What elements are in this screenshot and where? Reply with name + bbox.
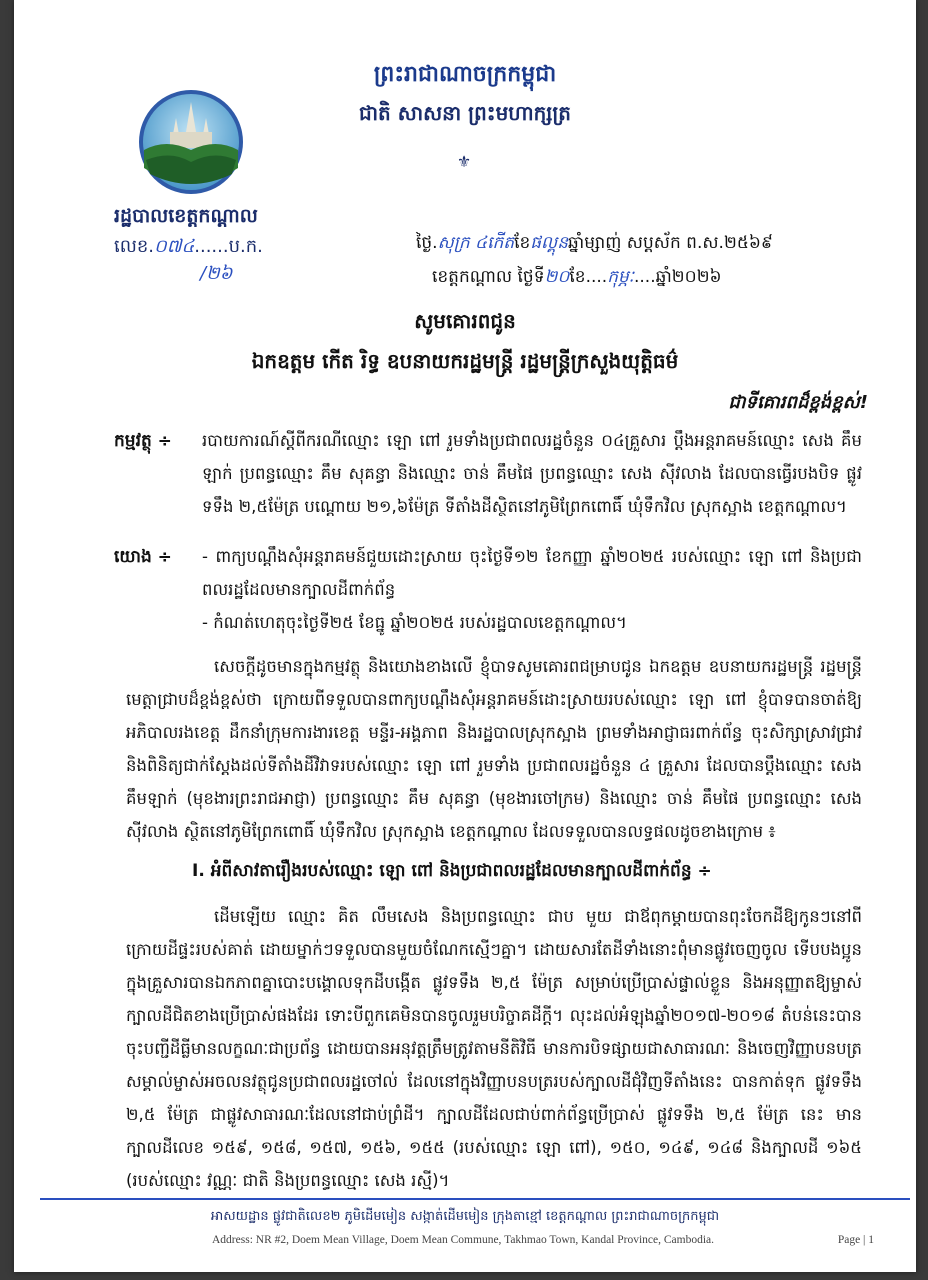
- reference-item-2: - កំណត់ហេតុចុះថ្ងៃទី២៥ ខែធ្នូ ឆ្នាំ២០២៥ របស់រដ្ឋបាលខេត្តកណ្តាល។: [202, 613, 627, 632]
- sender-office: រដ្ឋបាលខេត្តកណ្ដាល: [114, 205, 258, 227]
- lunar-day-handwritten: សុក្រ ៤កើត: [437, 233, 515, 253]
- ref-sub-handwritten: /២៦: [200, 263, 233, 284]
- ornament-divider-icon: ⚜: [456, 152, 474, 171]
- ref-suffix: ......ប.ក.: [194, 236, 263, 257]
- subject-text: របាយការណ៍ស្តីពីករណីឈ្មោះ ឡោ ពៅ រួមទាំងប្រជាពលរដ្ឋចំនួន ០៤គ្រួសារ ប្តឹងអន្តរាគមន៍ឈ្មោះ សេង គឹមឡាក់ ប្រពន្ធឈ្មោះ គឹម សុគន្ធា និងឈ្មោះ ចាន់ គឹមផៃ ប្រពន្ធឈ្មោះ សេង ស៊ីវលាង ដែលបានធ្វើរបងបិទ ផ្លូវទទឹង ២,៥ម៉ែត្រ បណ្តោយ ២១,៦ម៉ែត្រ ទីតាំងដីស្ថិតនៅភូមិព្រែកពោធិ៍ ឃុំទឹកវិល ស្រុកស្អាង ខេត្តកណ្តាល។: [202, 431, 862, 516]
- solar-month-handwritten: កុម្ភៈ: [607, 267, 634, 287]
- reference-label: យោង ÷: [114, 547, 172, 567]
- solar-suffix: ....ឆ្នាំ២០២៦: [633, 267, 722, 287]
- lunar-mid: ខែ: [514, 233, 531, 253]
- document-page: [14, 0, 916, 1272]
- kingdom-title: ព្រះរាជាណាចក្រកម្ពុជា: [373, 62, 557, 87]
- footer-address-khmer: អាសយដ្ឋាន ផ្លូវជាតិលេខ២ ភូមិដើមមៀន សង្កាត់ដើមមៀន ក្រុងតាខ្មៅ ខេត្តកណ្តាល ព្រះរាជាណាចក្រកម្ពុជា: [210, 1209, 720, 1224]
- honorific: ជាទីគោរពដ៏ខ្ពង់ខ្ពស់!: [728, 392, 868, 413]
- ref-number-handwritten: ០៧៤: [154, 236, 195, 257]
- footer-address-english: Address: NR #2, Doem Mean Village, Doem Mean Commune, Takhmao Town, Kandal Province, Cambodia.: [212, 1234, 715, 1246]
- lunar-date: [416, 232, 773, 257]
- reference-item-1: - ពាក្យបណ្តឹងសុំអន្តរាគមន៍ជួយដោះស្រាយ ចុះថ្ងៃទី១២ ខែកញ្ញា ឆ្នាំ២០២៥ របស់ឈ្មោះ ឡោ ពៅ និងប្រជាពលរដ្ឋដែលមានក្បាលដីពាក់ព័ន្ធ: [202, 547, 862, 599]
- page-number: Page | 1: [837, 1234, 874, 1246]
- solar-mid: ខែ....: [569, 267, 608, 287]
- respect-line: សូមគោរពជូន: [414, 309, 516, 333]
- solar-prefix: ខេត្តកណ្ដាល ថ្ងៃទី: [432, 267, 545, 287]
- body-paragraph-1: សេចក្តីដូចមានក្នុងកម្មវត្ថុ និងយោងខាងលើ ខ្ញុំបាទសូមគោរពជម្រាបជូន ឯកឧត្តម ឧបនាយករដ្ឋមន្ត្រី រដ្ឋមន្ត្រី មេត្តាជ្រាបដ៏ខ្ពង់ខ្ពស់ថា ក្រោយពីទទួលបានពាក្យបណ្តឹងសុំអន្តរាគមន៍ដោះស្រាយរបស់ឈ្មោះ ឡោ ពៅ ខ្ញុំបាទបានចាត់ឱ្យ អភិបាលរងខេត្ត ដឹកនាំក្រុមការងារខេត្ត មន្ទីរ-អង្គភាព និងរដ្ឋបាលស្រុកស្អាង ព្រមទាំងអាជ្ញាធរពាក់ព័ន្ធ ចុះសិក្សាស្រាវជ្រាវ និងពិនិត្យជាក់ស្តែងដល់ទីតាំងដីវិវាទរបស់ឈ្មោះ ឡោ ពៅ រួមទាំង ប្រជាពលរដ្ឋចំនួន ៤ គ្រួសារ ដែលបានប្តឹងឈ្មោះ សេង គឹមឡាក់ (មុខងារព្រះរាជអាជ្ញា) ប្រពន្ធឈ្មោះ គឹម សុគន្ធា (មុខងារចៅក្រម) និងឈ្មោះ ចាន់ គឹមផៃ ប្រពន្ធឈ្មោះ សេង ស៊ីវលាង ស្ថិតនៅភូមិព្រែកពោធិ៍ ឃុំទឹកវិល ស្រុកស្អាង ខេត្តកណ្តាល ដែលទទួលបានលទ្ធផលដូចខាងក្រោម ៖: [126, 657, 862, 841]
- body-paragraph-2: ដើមឡើយ ឈ្មោះ គិត លឹមសេង និងប្រពន្ធឈ្មោះ ជាប មួយ ជាឪពុកម្តាយបានពុះចែកដីឱ្យកូនៗនៅពីក្រោយដីផ្ទះរបស់គាត់ ដោយម្នាក់ៗទទួលបានមួយចំណែកស្មើៗគ្នា។ ដោយសារតែដីទាំងនោះពុំមានផ្លូវចេញចូល ទើបបងប្អូនក្នុងគ្រួសារបានឯកភាពគ្នាបោះបង្គោលទុកដីបង្កើត ផ្លូវទទឹង ២,៥ ម៉ែត្រ សម្រាប់ប្រើប្រាស់ផ្ទាល់ខ្លួន និងអនុញ្ញាតឱ្យម្ចាស់ក្បាលដីជិតខាងប្រើប្រាស់ផងដែរ ទោះបីពួកគេមិនបានចូលរួមបរិច្ចាគដីក្តី។ លុះដល់អំឡុងឆ្នាំ២០១៧-២០១៨ តំបន់នេះបានចុះបញ្ជីដីធ្លីមានលក្ខណៈជាប្រព័ន្ធ ដោយបានអនុវត្តត្រឹមត្រូវតាមនីតិវិធី មានការបិទផ្សាយជាសាធារណៈ និងចេញវិញ្ញាបនបត្រសម្គាល់ម្ចាស់អចលនវត្ថុជូនប្រជាពលរដ្ឋចៅល់ ដែលនៅក្នុងវិញ្ញាបនបត្ររបស់ក្បាលដីជុំវិញទីតាំងនេះ បានកាត់ទុក ផ្លូវទទឹង ២,៥ ម៉ែត្រ ជាផ្លូវសាធារណៈដែលនៅជាប់ព្រំដី។ ក្បាលដីដែលជាប់ពាក់ព័ន្ធប្រើប្រាស់ ផ្លូវទទឹង ២,៥ ម៉ែត្រ នេះ មានក្បាលដីលេខ ១៥៩, ១៥៨, ១៥៧, ១៥៦, ១៥៥ (របស់ឈ្មោះ ឡោ ពៅ), ១៥០, ១៤៩, ១៤៨ និងក្បាលដី ១៦៥ (របស់ឈ្មោះ វណ្ណៈ ជាតិ និងប្រពន្ធឈ្មោះ សេង រស្មី)។: [126, 907, 862, 1190]
- subject-label: កម្មវត្ថុ ÷: [114, 431, 172, 451]
- lunar-prefix: ថ្ងៃ.: [416, 233, 438, 253]
- reference-list: [202, 540, 862, 639]
- recipient-line: ឯកឧត្តម កើត រិទ្ធ ឧបនាយករដ្ឋមន្ត្រី រដ្ឋមន្ត្រីក្រសួងយុត្តិធម៌: [251, 349, 679, 373]
- lunar-suffix: ឆ្នាំម្សាញ់ សប្តស័ក ព.ស.២៥៦៩: [568, 233, 773, 253]
- reference-number: [114, 234, 263, 288]
- solar-date: [432, 266, 722, 291]
- footer-divider: [40, 1198, 910, 1200]
- ref-prefix: លេខ.: [114, 236, 154, 257]
- national-motto: ជាតិ សាសនា ព្រះមហាក្សត្រ: [359, 101, 571, 125]
- solar-day-handwritten: ២០: [544, 267, 570, 287]
- section-heading: I. អំពីសាវតារឿងរបស់ឈ្មោះ ឡោ ពៅ និងប្រជាពលរដ្ឋដែលមានក្បាលដីពាក់ព័ន្ធ ÷: [192, 861, 712, 881]
- lunar-month-handwritten: ផល្គុន: [530, 233, 569, 253]
